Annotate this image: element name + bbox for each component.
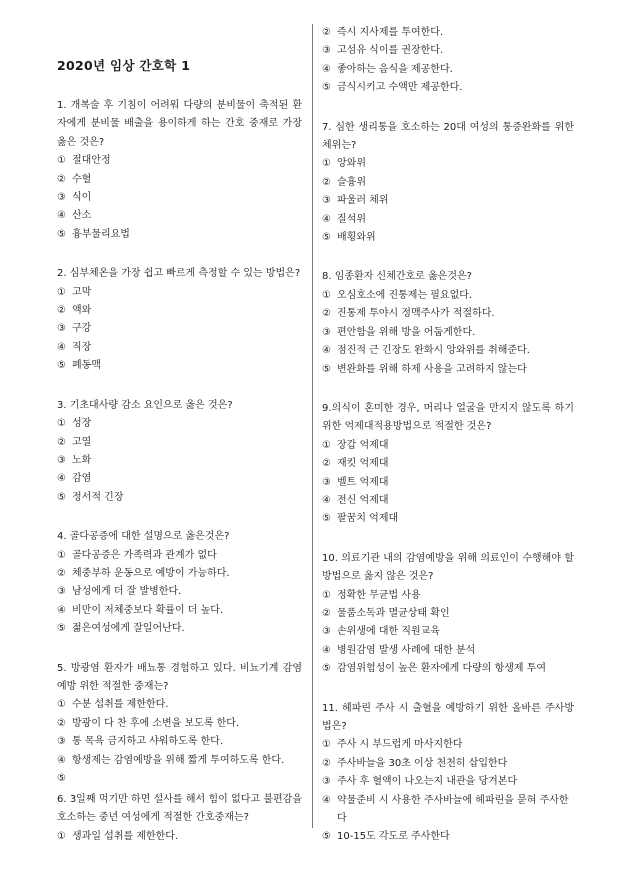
option-number: ④ [322,213,331,225]
option-number: ② [322,757,331,769]
option-text: 재킷 억제대 [337,458,389,470]
option-number: ④ [322,494,331,506]
question-stem: 11. 헤파린 주사 시 출혈을 예방하기 위한 올바른 주사방법은? [322,702,574,732]
option-list [57,284,302,376]
option-number: ② [322,308,331,320]
option-5-1 [57,696,302,714]
question-4 [57,528,302,638]
option-text: 주사 시 부드럽게 마사지한다 [337,739,463,751]
option-text: 비만이 저체중보다 확률이 더 높다. [72,604,224,616]
option-8-3 [322,324,574,342]
option-number: ④ [57,754,66,766]
option-10-2 [322,605,574,623]
option-text: 좋아하는 음식을 제공한다. [337,63,453,75]
option-1-5 [57,226,302,244]
option-7-5 [322,229,574,247]
option-6-4 [322,61,574,79]
option-number: ③ [322,626,331,638]
option-number: ② [57,436,66,448]
option-text: 진통제 투야시 정맥주사가 적절하다. [337,308,495,320]
option-8-2 [322,305,574,323]
option-number: ③ [57,736,66,748]
option-9-4 [322,492,574,510]
question-6-continued-options [322,24,574,98]
option-text: 남성에게 더 잘 발병한다. [72,586,182,598]
option-number: ⑤ [57,623,66,635]
option-text: 배횡와위 [337,232,376,244]
option-3-3 [57,452,302,470]
option-number: ⑤ [57,228,66,240]
option-number: ① [322,739,331,751]
option-text: 산소 [72,210,92,222]
option-5-2 [57,715,302,733]
option-7-1 [322,155,574,173]
option-6-3 [322,42,574,60]
option-number: ⑤ [322,82,331,94]
option-text: 약물준비 시 사용한 주사바늘에 헤파린을 묻혀 주사한다 [337,794,569,825]
option-number: ① [322,439,331,451]
option-number: ② [57,717,66,729]
option-number: ④ [322,794,331,806]
option-number: ① [322,289,331,301]
option-9-2 [322,455,574,473]
question-stem: 4. 골다공증에 대한 설명으로 옳은것은? [57,531,230,543]
option-text: 팔꿈치 억제대 [337,513,399,525]
option-number: ④ [57,341,66,353]
option-list [57,828,302,846]
option-text: 주사 후 혈액이 나오는지 내관을 당겨본다 [337,776,518,788]
option-7-2 [322,174,574,192]
option-number: ④ [57,210,66,222]
option-9-3 [322,474,574,492]
option-9-5 [322,510,574,528]
option-number: ② [322,27,331,38]
option-number: ① [322,158,331,170]
right-question-list [322,119,574,847]
option-text: 금식시키고 수액만 제공한다. [337,82,463,94]
right-column [322,24,574,868]
option-text: 장갑 억제대 [337,439,389,451]
option-2-2 [57,302,302,320]
option-number: ③ [322,476,331,488]
option-text: 편안함을 위해 방을 어둡게한다. [337,326,476,338]
option-text: 골다공증은 가족력과 관계가 없다 [72,549,217,561]
option-11-1 [322,736,574,754]
option-10-3 [322,623,574,641]
option-number: ④ [322,63,331,75]
option-11-2 [322,755,574,773]
option-number: ⑤ [322,663,331,675]
option-number: ① [322,589,331,601]
option-text: 절대안정 [72,155,111,167]
option-text: 항생제는 감염예방을 위해 짧게 투여하도록 한다. [72,754,285,766]
question-11 [322,700,574,847]
option-text: 생과일 섭취를 제한한다. [72,830,179,842]
option-text: 체중부하 운동으로 예방이 가능하다. [72,567,230,579]
option-3-2 [57,434,302,452]
option-number: ① [57,549,66,561]
option-number: ③ [322,45,331,57]
option-list [57,152,302,244]
column-divider [312,24,313,828]
option-text: 수분 섭취를 제한한다. [72,699,169,711]
option-number: ③ [322,195,331,207]
option-number: ① [57,830,66,842]
option-text: 액와 [72,305,92,317]
option-text: 오심호소에 진통제는 필요없다. [337,289,473,301]
option-text: 수혈 [72,173,92,185]
option-10-1 [322,587,574,605]
option-text: 고열 [72,436,92,448]
option-number: ⑤ [322,513,331,525]
option-list [57,547,302,639]
option-list [57,696,302,784]
option-text: 주사바늘을 30초 이상 천천히 삽입한다 [337,757,508,769]
question-stem: 6. 3일째 먹기만 하면 설사를 해서 힘이 없다고 불편감을 호소하는 중년 여성에게 적절한 간호중재는? [57,794,302,824]
option-number: ⑤ [322,831,331,843]
option-number: ④ [57,473,66,485]
option-list [322,437,574,529]
option-number: ③ [57,192,66,204]
option-text: 정서적 긴장 [72,491,124,503]
question-10 [322,550,574,679]
option-1-2 [57,171,302,189]
option-number: ③ [57,454,66,466]
option-6-1 [57,828,302,846]
option-number: ④ [322,345,331,357]
option-6-5 [322,79,574,97]
question-7 [322,119,574,248]
option-text: 감염위험성이 높은 환자에게 다량의 항생제 투여 [337,663,547,675]
option-3-1 [57,415,302,433]
option-number: ⑤ [322,363,331,375]
option-5-3 [57,733,302,751]
option-text: 변완화를 위해 하제 사용을 고려하지 않는다 [337,363,527,375]
option-number: ② [57,173,66,185]
option-6-2 [322,24,574,42]
option-text: 젊은여성에게 잘일어난다. [72,623,185,635]
question-stem: 3. 기초대사량 감소 요인으로 옳은 것은? [57,399,233,411]
option-text: 즉시 지사제를 투여한다. [337,27,444,38]
question-stem: 9.의식이 혼미한 경우, 머리나 얼굴을 만지지 않도록 하기 위한 억제대적용방법으로 적절한 것은? [322,402,574,433]
option-3-5 [57,489,302,507]
option-number: ② [322,607,331,619]
option-4-2 [57,565,302,583]
option-text: 고막 [72,286,92,298]
option-text: 물품소독과 멸균상태 확인 [337,607,450,619]
option-number: ④ [57,604,66,616]
question-stem: 1. 개복술 후 기침이 어려워 다량의 분비물이 축적된 환자에게 분비물 배출을 용이하게 하는 간호 중재로 가장 옳은 것은? [57,100,302,148]
option-8-5 [322,361,574,379]
option-text: 직장 [72,341,92,353]
option-text: 손위생에 대한 직원교육 [337,626,440,638]
option-number: ③ [322,326,331,338]
option-number: ② [57,305,66,317]
option-3-4 [57,470,302,488]
option-9-1 [322,437,574,455]
option-4-4 [57,602,302,620]
option-2-4 [57,339,302,357]
page-title: 2020년 임상 간호학 1 [57,58,191,73]
option-7-4 [322,211,574,229]
option-number: ② [322,176,331,188]
option-text: 폐동맥 [72,360,101,372]
option-text: 방광이 다 찬 후에 소변을 보도록 한다. [72,717,240,729]
option-text: 고섬유 식이를 권장한다. [337,45,444,57]
option-11-5 [322,828,574,846]
option-number: ⑤ [57,773,66,784]
option-list [322,155,574,247]
option-text: 통 목욕 금지하고 샤워하도록 한다. [72,736,224,748]
option-5-4 [57,752,302,770]
question-stem: 10. 의료기관 내의 감염예방을 위해 의료인이 수행해야 할 방법으로 옳지 않은 것은? [322,552,574,583]
option-8-4 [322,342,574,360]
left-column [57,56,302,867]
option-text: 10-15도 각도로 주사한다 [337,831,450,843]
option-4-1 [57,547,302,565]
option-list [322,736,574,846]
option-text: 벨트 억제대 [337,476,389,488]
option-text: 전신 억제대 [337,494,389,506]
option-list [322,287,574,379]
question-stem: 7. 심한 생리통을 호소하는 20대 여성의 통증완화를 위한 체위는? [322,121,574,152]
option-8-1 [322,287,574,305]
option-10-4 [322,642,574,660]
option-text: 구강 [72,323,92,335]
option-number: ③ [57,323,66,335]
question-3 [57,397,302,507]
option-2-1 [57,284,302,302]
option-text: 정확한 무균법 사용 [337,589,421,601]
option-text: 질석위 [337,213,366,225]
option-text: 감염 [72,473,92,485]
option-number: ⑤ [57,360,66,372]
option-11-3 [322,773,574,791]
option-list [57,415,302,507]
option-11-4 [322,792,574,829]
option-text: 노화 [72,454,92,466]
left-question-list [57,97,302,846]
option-10-5 [322,660,574,678]
question-8 [322,268,574,378]
option-text: 흉부물리요법 [72,228,130,240]
option-4-5 [57,620,302,638]
option-number: ③ [57,586,66,598]
question-6 [57,791,302,846]
option-text: 앙와위 [337,158,366,170]
question-1 [57,97,302,244]
option-number: ② [322,458,331,470]
option-number: ④ [322,644,331,656]
question-5 [57,660,302,784]
question-stem: 5. 방광염 환자가 배뇨통 경험하고 있다. 비뇨기계 감염 예방 위한 적절한 중재는? [57,662,302,692]
question-9 [322,400,574,529]
option-text: 병원감염 발생 사례에 대한 분석 [337,644,476,656]
question-stem: 2. 심부체온을 가장 쉽고 빠르게 측정할 수 있는 방법은? [57,268,301,280]
option-number: ⑤ [57,491,66,503]
option-2-3 [57,320,302,338]
option-text: 식이 [72,192,92,204]
option-4-3 [57,583,302,601]
option-text: 파울러 체위 [337,195,389,207]
option-number: ① [57,418,66,430]
option-number: ① [57,699,66,711]
question-stem: 8. 임종환자 신체간호로 옳은것은? [322,271,472,283]
option-2-5 [57,357,302,375]
option-text: 점진적 근 긴장도 완화시 앙와위를 취해준다. [337,345,530,357]
option-number: ① [57,155,66,167]
option-7-3 [322,192,574,210]
option-list [322,587,574,679]
option-number: ② [57,567,66,579]
question-2 [57,265,302,375]
option-1-3 [57,189,302,207]
option-text: 슬흉위 [337,176,366,188]
option-number: ① [57,286,66,298]
option-text: 성장 [72,418,92,430]
option-number: ③ [322,776,331,788]
option-1-1 [57,152,302,170]
option-number: ⑤ [322,232,331,244]
option-1-4 [57,207,302,225]
